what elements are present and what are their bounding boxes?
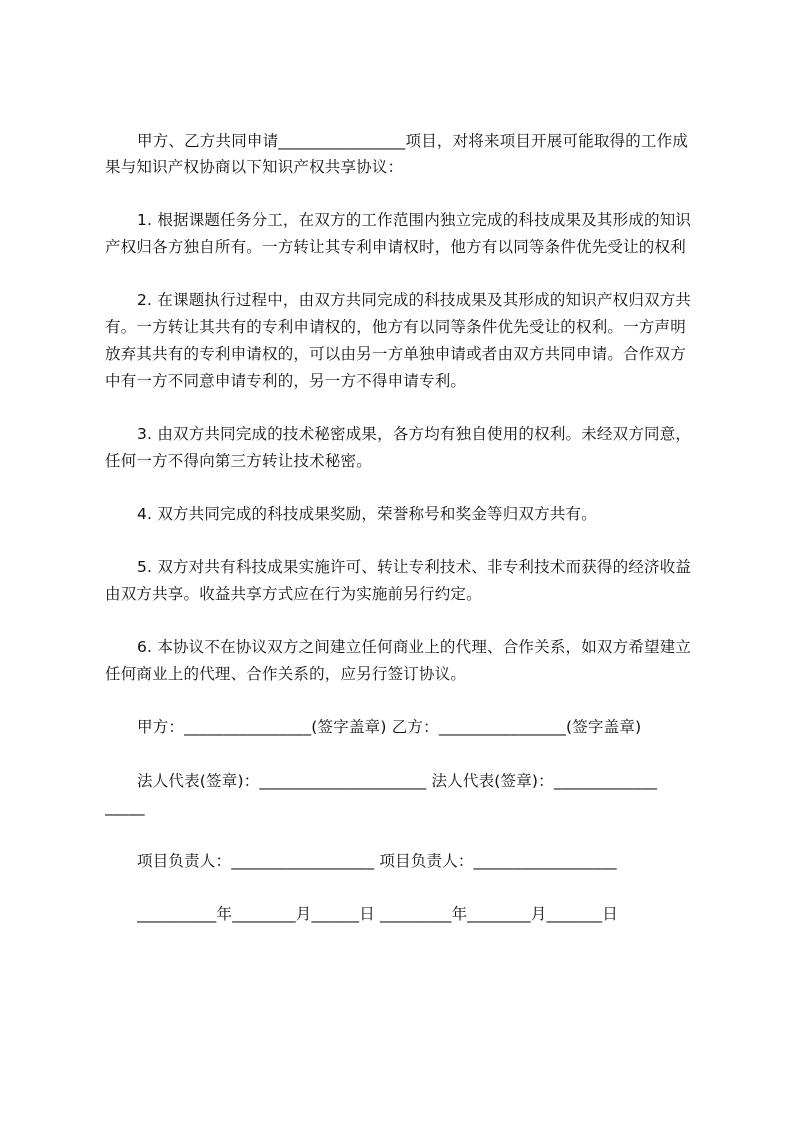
clause-3-line-2: 任何一方不得向第三方转让技术秘密。 — [105, 452, 372, 470]
signature-parties-line: 甲方：________________(签字盖章) 乙方：________________(签字盖章) — [137, 718, 642, 736]
clause-3-line-1: 3. 由双方共同完成的技术秘密成果，各方均有独自使用的权利。未经双方同意， — [137, 425, 692, 443]
intro-line-1: 甲方、乙方共同申请________________项目，对将来项目开展可能取得的工作成 — [137, 132, 689, 150]
clause-1-line-2: 产权归各方独自所有。一方转让其专利申请权时，他方有以同等条件优先受让的权利 — [105, 238, 686, 256]
signature-project-lead-line: 项目负责人：__________________ 项目负责人：__________________ — [137, 852, 617, 870]
clause-6-line-1: 6. 本协议不在协议双方之间建立任何商业上的代理、合作关系，如双方希望建立 — [137, 638, 692, 656]
clause-2-line-3: 放弃其共有的专利申请权的，可以由另一方单独申请或者由双方共同申请。合作双方 — [105, 345, 686, 363]
clause-1-line-1: 1. 根据课题任务分工，在双方的工作范围内独立完成的科技成果及其形成的知识 — [137, 211, 692, 229]
clause-4-line-1: 4. 双方共同完成的科技成果奖励，荣誉称号和奖金等归双方共有。 — [137, 505, 597, 523]
signature-date-line: __________年________月______日 _________年________月_______日 — [137, 905, 618, 923]
intro-line-2: 果与知识产权协商以下知识产权共享协议： — [105, 158, 404, 176]
clause-2-line-4: 中有一方不同意申请专利的，另一方不得申请专利。 — [105, 372, 467, 390]
clause-5-line-2: 由双方共享。收益共享方式应在行为实施前另行约定。 — [105, 585, 482, 603]
clause-6-line-2: 任何商业上的代理、合作关系的，应另行签订协议。 — [105, 665, 467, 683]
clause-5-line-1: 5. 双方对共有科技成果实施许可、转让专利技术、非专利技术而获得的经济收益 — [137, 558, 692, 576]
clause-2-line-2: 有。一方转让其共有的专利申请权的，他方有以同等条件优先受让的权利。一方声明 — [105, 318, 686, 336]
clause-2-line-1: 2. 在课题执行过程中，由双方共同完成的科技成果及其形成的知识产权归双方共 — [137, 291, 692, 309]
signature-legal-rep-line-2: _____ — [105, 798, 145, 816]
signature-legal-rep-line-1: 法人代表(签章)：_____________________ 法人代表(签章)：_____________ — [137, 772, 658, 790]
